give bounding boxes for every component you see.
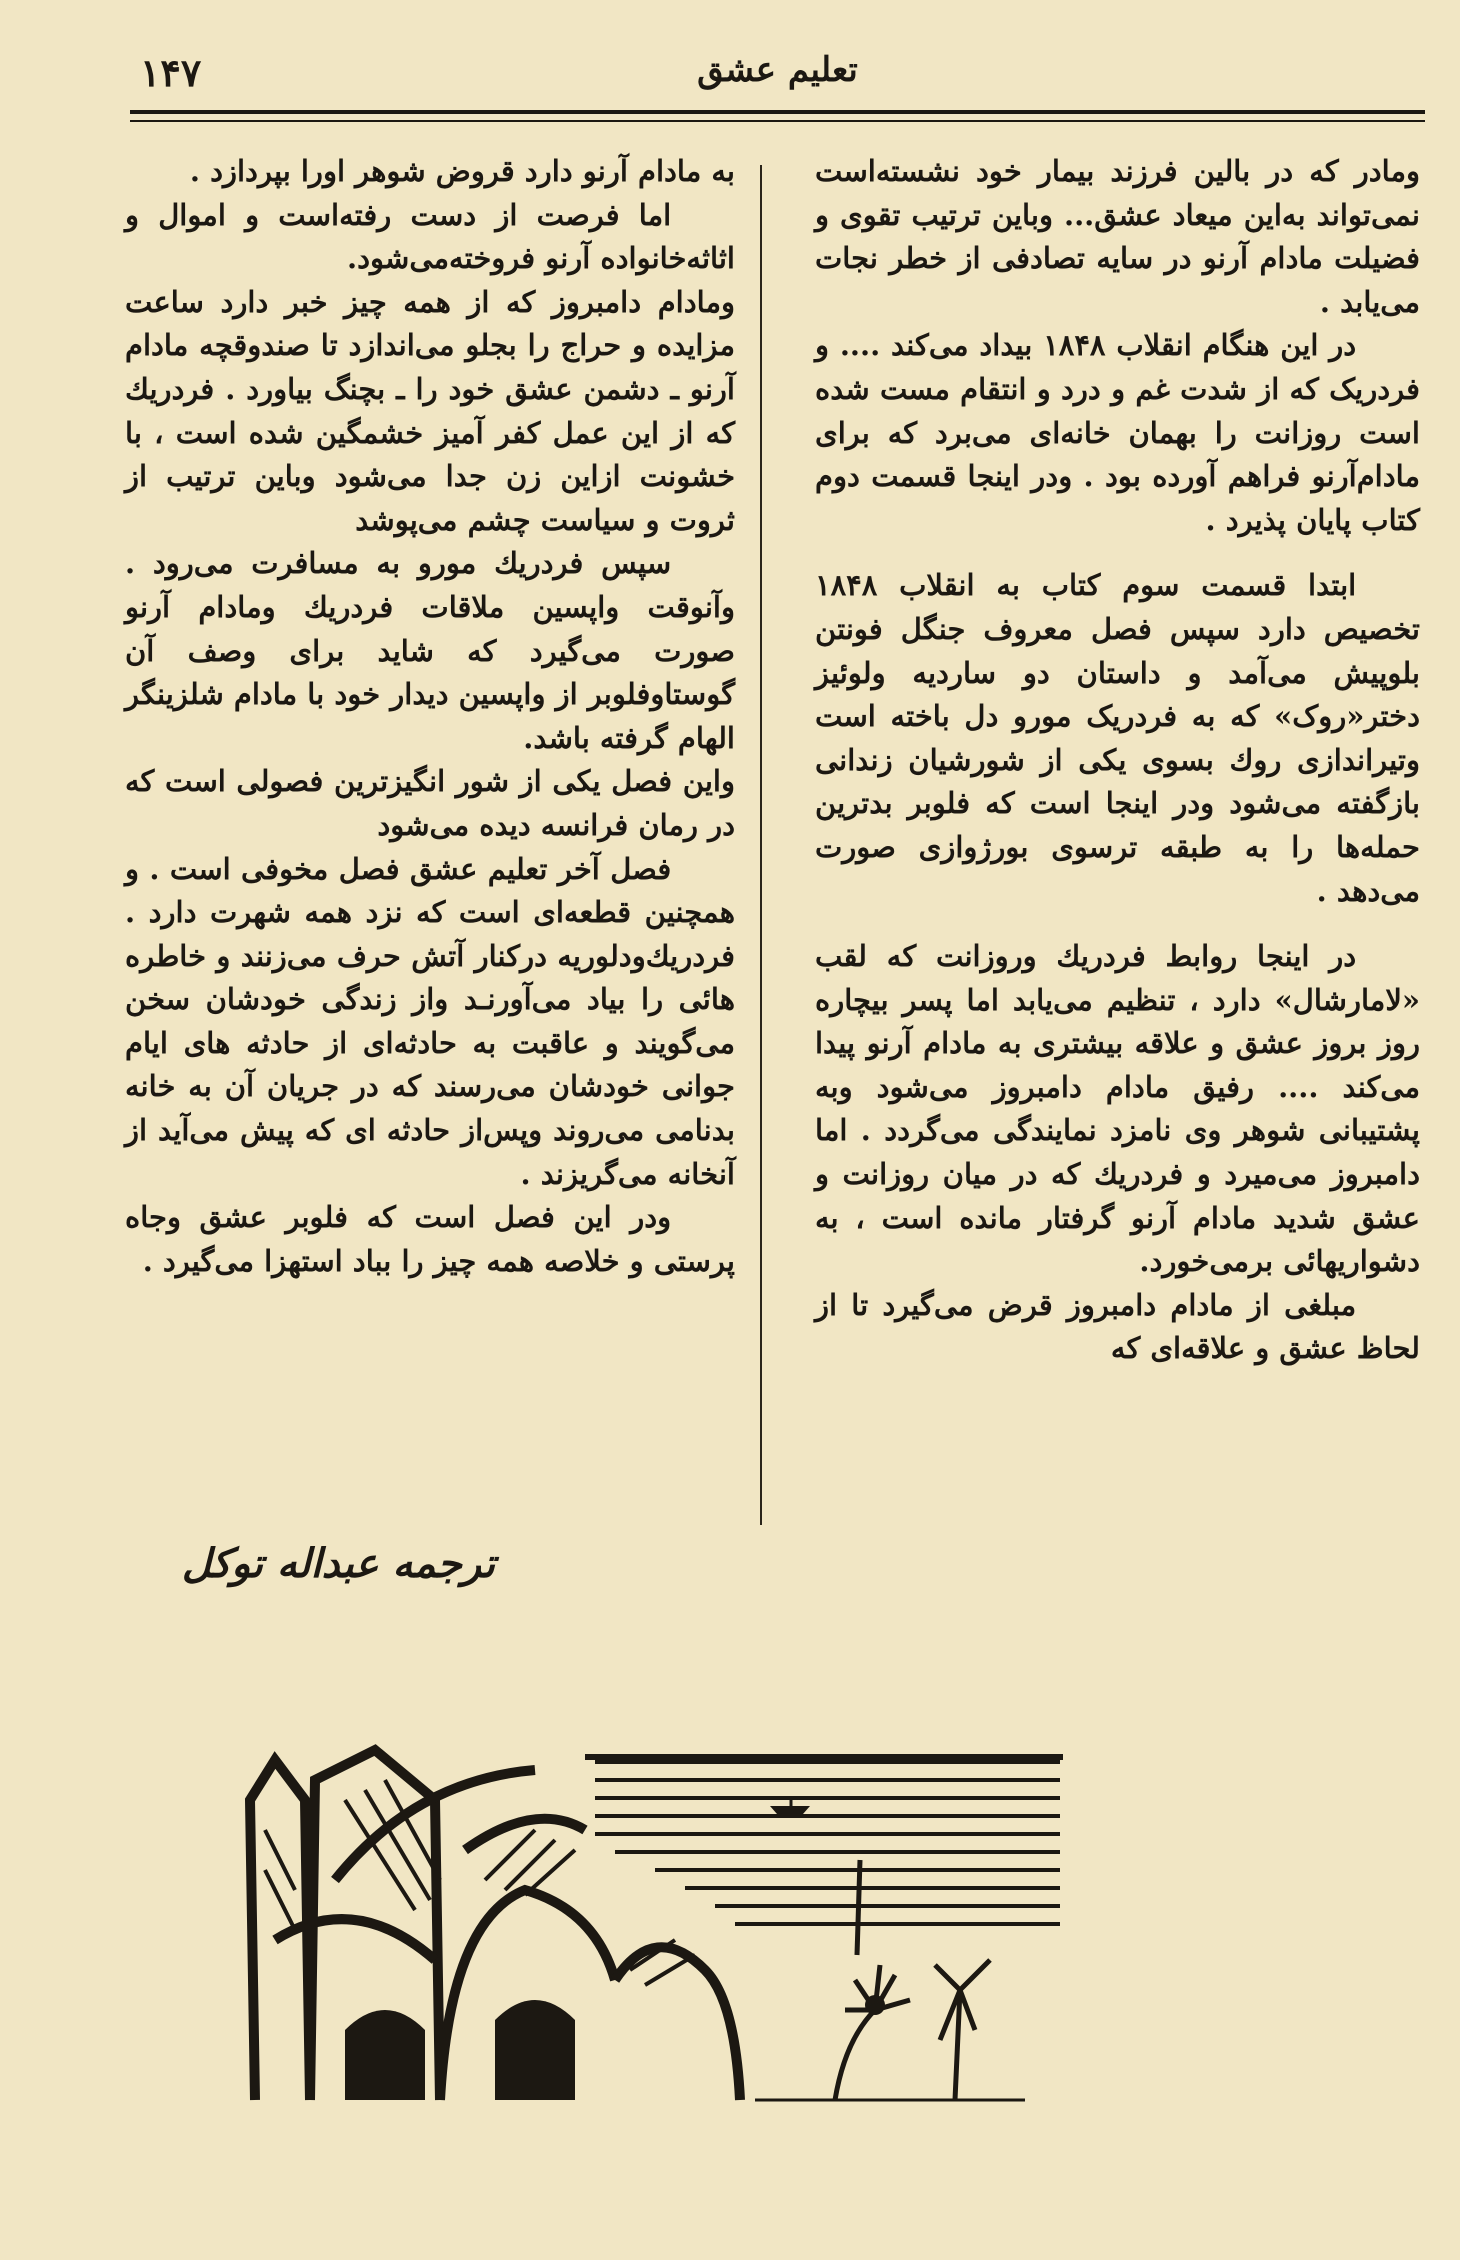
running-title: تعلیم عشق	[697, 50, 858, 90]
left-paragraph-3: ومادام دامبروز که از همه چیز خبر دارد ساعت مزایده و حراج را بجلو می‌اندازد تا صندوقچه مادام آرنو ـ دشمن عشق خود را ـ بچنگ بیاورد . فردریك که از این عمل کفر آمیز خشمگین شده است ، با خشونت ازاین زن جدا می‌شود وباین ترتیب از ثروت و سیاست چشم می‌پوشد	[125, 284, 735, 537]
right-paragraph-3: ابتدا قسمت سوم کتاب به انقلاب ۱۸۴۸ تخصیص دارد سپس فصل معروف جنگل فونتن بلوپیش می‌آمد و داستان دو ساردیه ولوئیز دختر«روک» که به فردریک مورو دل باخته است وتیراندازی روك بسوی یکی از شورشیان زندانی بازگفته می‌شود ودر اینجا است که فلوبر بدترین حمله‌ها را به طبقه ترسوی بورژوازی صورت می‌دهد .	[815, 568, 1420, 908]
left-paragraph-6: فصل آخر تعلیم عشق فصل مخوفی است . و همچنین قطعه‌ای است که نزد همه شهرت دارد . فردریك‌ودلوریه درکنار آتش حرف می‌زنند و خاطره هائی را بیاد می‌آورنـد واز زندگی خودشان سخن می‌گویند و عاقبت به حادثه‌ای از حادثه های ایام جوانی خودشان می‌رسند که در جریان آن به خانه بدنامی می‌روند وپس‌از حادثه ای که پیش می‌آید از آنخانه می‌گریزند .	[125, 851, 735, 1191]
doorway-left-icon	[345, 2010, 425, 2100]
left-paragraph-7: ودر این فصل است که فلوبر عشق وجاه پرستی و خلاصه همه چیز را بباد استهزا می‌گیرد .	[125, 1200, 735, 1278]
page-number: ۱۴۷	[140, 50, 202, 95]
sea-lines-icon	[595, 1762, 1060, 1924]
column-divider	[760, 165, 762, 1525]
flower-plant-icon	[835, 1960, 990, 2100]
vault-hatching-icon	[265, 1780, 695, 1985]
right-paragraph-1: ومادر که در بالین فرزند بیمار خود نشسته‌است نمی‌تواند به‌این میعاد عشق... وباین ترتیب تقوی و فضیلت مادام آرنو در سایه تصادفی از خطر نجات می‌یابد .	[815, 154, 1420, 319]
right-paragraph-5: مبلغی از مادام دامبروز قرض می‌گیرد تا از لحاظ عشق و علاقه‌ای که	[815, 1287, 1420, 1366]
page-header	[130, 40, 1425, 110]
translator-credit: ترجمه عبداله توکل	[181, 1540, 495, 1587]
right-paragraph-4: در اینجا روابط فردریك وروزانت که لقب «لامارشال» دارد ، تنظیم می‌یابد اما پسر بیچاره روز بروز عشق و علاقه بیشتری به مادام آرنو پیدا می‌کند .... رفیق مادام دامبروز می‌شود وبه پشتیبانی شوهر وی نامزد نمایندگی می‌گردد . اما دامبروز می‌میرد و فردریك که در میان روزانت و عشق شدید مادام آرنو گرفتار مانده است ، به دشواریهائی برمی‌خورد.	[815, 939, 1420, 1279]
left-paragraph-2: اما فرصت از دست رفته‌است و اموال و اثاثه‌خانواده آرنو فروخته‌می‌شود.	[125, 197, 735, 276]
woodcut-illustration-icon	[235, 1740, 1065, 2110]
left-column	[125, 150, 735, 1283]
doorway-right-icon	[495, 2000, 575, 2100]
right-column	[815, 150, 1420, 1371]
left-paragraph-1: به مادام آرنو دارد قروض شوهر اورا بپردازد .	[189, 154, 735, 188]
left-paragraph-4: سپس فردریك مورو به مسافرت می‌رود . وآنوقت واپسین ملاقات فردریك ومادام آرنو صورت می‌گیرد که شاید برای وصف آن گوستاوفلوبر از واپسین دیدار خود با مادام شلزینگر الهام گرفته باشد.	[125, 546, 735, 755]
boat-icon	[770, 1806, 810, 1814]
left-paragraph-5: واین فصل یکی از شور انگیزترین فصولی است که در رمان فرانسه دیده می‌شود	[125, 764, 735, 842]
right-paragraph-2: در این هنگام انقلاب ۱۸۴۸ بیداد می‌کند .... و فردریک که از شدت غم و درد و انتقام مست شده است روزانت را بهمان خانه‌ای می‌برد که برای مادام‌آرنو فراهم آورده بود . ودر اینجا قسمت دوم کتاب پایان پذیرد .	[815, 328, 1420, 537]
header-rule-thick	[130, 110, 1425, 114]
header-rule-thin	[130, 120, 1425, 122]
